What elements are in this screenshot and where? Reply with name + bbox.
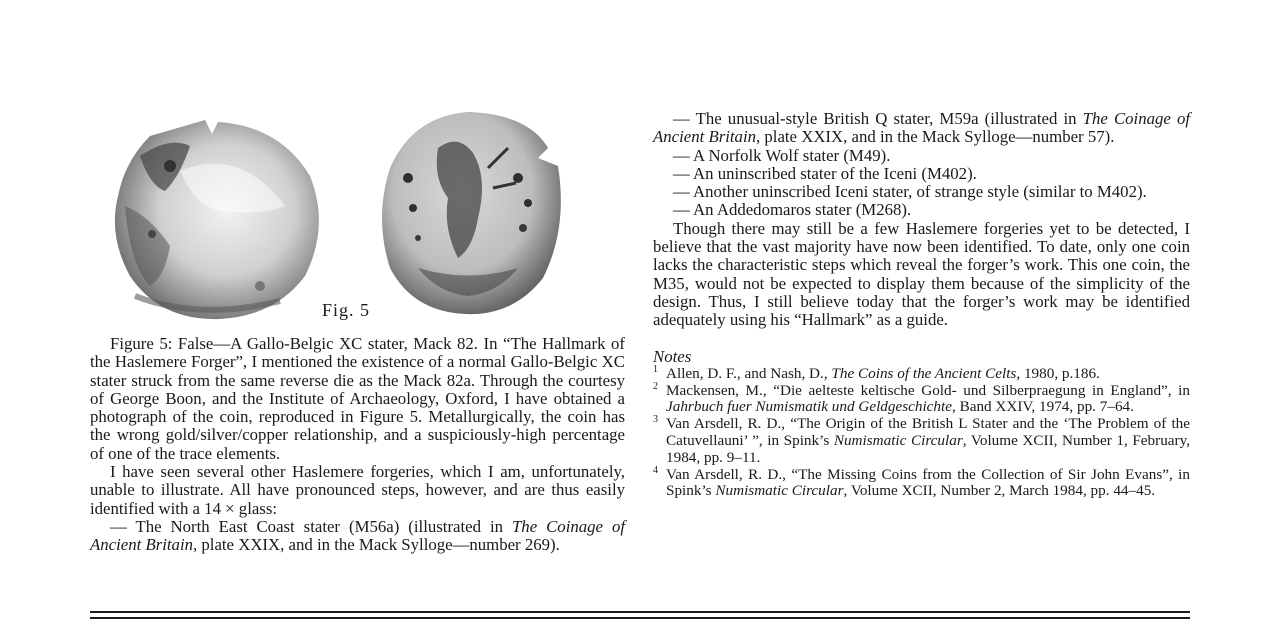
notes-list bbox=[653, 363, 1190, 500]
note-item bbox=[653, 464, 1190, 501]
british-q-stater-item bbox=[653, 110, 1190, 147]
conclusion-paragraph: Though there may still be a few Haslemere forgeries yet to be detected, I believe that the vast majority have now been identified. To date, only one coin lacks the characteristic steps which reveal the forger’s work. This one coin, the M35, would not be expected to display them because of the simplicity of the design. Thus, I still believe today that the forger’s work may be identified adequately using his “Hallmark” as a guide. bbox=[653, 218, 1190, 330]
note-item bbox=[653, 363, 1190, 383]
note-number: 1 bbox=[653, 363, 658, 375]
notes-heading: Notes bbox=[653, 346, 692, 366]
note-text: Allen, D. F., and Nash, D., bbox=[666, 364, 832, 382]
bottom-rule bbox=[90, 611, 1190, 613]
norfolk-wolf-item: — A Norfolk Wolf stater (M49). bbox=[673, 145, 891, 165]
note-text: Mackensen, M., “Die aelteste keltische Gold- und Silberpraegung in England”, in bbox=[666, 381, 1190, 399]
right-column bbox=[653, 110, 1190, 500]
coin-obverse-photo-icon bbox=[110, 116, 325, 321]
note-text: , 1980, p.186. bbox=[1016, 364, 1100, 382]
note-item bbox=[653, 380, 1190, 417]
note-title: Numismatic Circular bbox=[715, 482, 844, 500]
item-text: — The unusual-style British Q stater, M59a (illustrated in bbox=[673, 109, 1083, 128]
note-item bbox=[653, 416, 1190, 466]
note-number: 3 bbox=[653, 414, 658, 426]
note-text: , Band XXIV, 1974, pp. 7–64. bbox=[951, 398, 1134, 416]
note-text: , Volume XCII, Number 2, March 1984, pp. 44–45. bbox=[843, 482, 1156, 500]
note-text: Van Arsdell, R. D., “The Missing Coins from the Collection of Sir John Evans”, in Spink’s bbox=[666, 465, 1190, 500]
iceni-item: — An uninscribed stater of the Iceni (M402). bbox=[673, 163, 977, 183]
coin-reverse-photo-icon bbox=[378, 108, 564, 318]
item-text: , plate XXIX, and in the Mack Sylloge—number 269). bbox=[193, 535, 560, 555]
note-text: Van Arsdell, R. D., “The Origin of the British L Stater and the ‘The Problem of the Catuvellauni’ ”, in Spink’s bbox=[666, 415, 1190, 450]
north-east-coast-item bbox=[90, 518, 625, 555]
figure-5-caption-paragraph: Figure 5: False—A Gallo-Belgic XC stater, Mack 82. In “The Hallmark of the Haslemere Forger”, I mentioned the existence of a normal Gallo-Belgic XC stater struck from the same reverse die as the Mack 82a. Through the courtesy of George Boon, and the Institute of Archaeology, Oxford, I have obtained a photograph of the coin, reproduced in Figure 5. Metallurgically, the coin has the wrong gold/silver/copper relationship, and a suspiciously-high percentage of one of the trace elements. bbox=[90, 334, 625, 463]
figure-label: Fig. 5 bbox=[322, 300, 371, 320]
note-number: 4 bbox=[653, 464, 658, 476]
left-column bbox=[90, 335, 625, 555]
note-title: The Coins of the Ancient Celts bbox=[831, 364, 1017, 382]
note-title: Jahrbuch fuer Numismatik und Geldgeschichte bbox=[666, 398, 952, 416]
book-title: The Coinage of Ancient Britain bbox=[90, 516, 625, 555]
book-title: The Coinage of Ancient Britain bbox=[653, 109, 1190, 147]
item-text: — The North East Coast stater (M56a) (illustrated in bbox=[110, 516, 512, 536]
bottom-rule-double bbox=[90, 617, 1190, 619]
note-text: , Volume XCII, Number 1, February, 1984, pp. 9–11. bbox=[666, 432, 1190, 466]
addedomaros-item: — An Addedomaros stater (M268). bbox=[673, 200, 912, 220]
figure-5 bbox=[110, 108, 638, 330]
strange-iceni-item: — Another uninscribed Iceni stater, of strange style (similar to M402). bbox=[673, 182, 1147, 202]
forgeries-intro-paragraph: I have seen several other Haslemere forgeries, which I am, unfortunately, unable to illustrate. All have pronounced steps, however, and are thus easily identified with a 14 × glass: bbox=[90, 462, 625, 518]
note-title: Numismatic Circular bbox=[833, 432, 963, 450]
note-number: 2 bbox=[653, 380, 658, 392]
item-text: , plate XXIX, and in the Mack Sylloge—number 57). bbox=[756, 127, 1115, 147]
